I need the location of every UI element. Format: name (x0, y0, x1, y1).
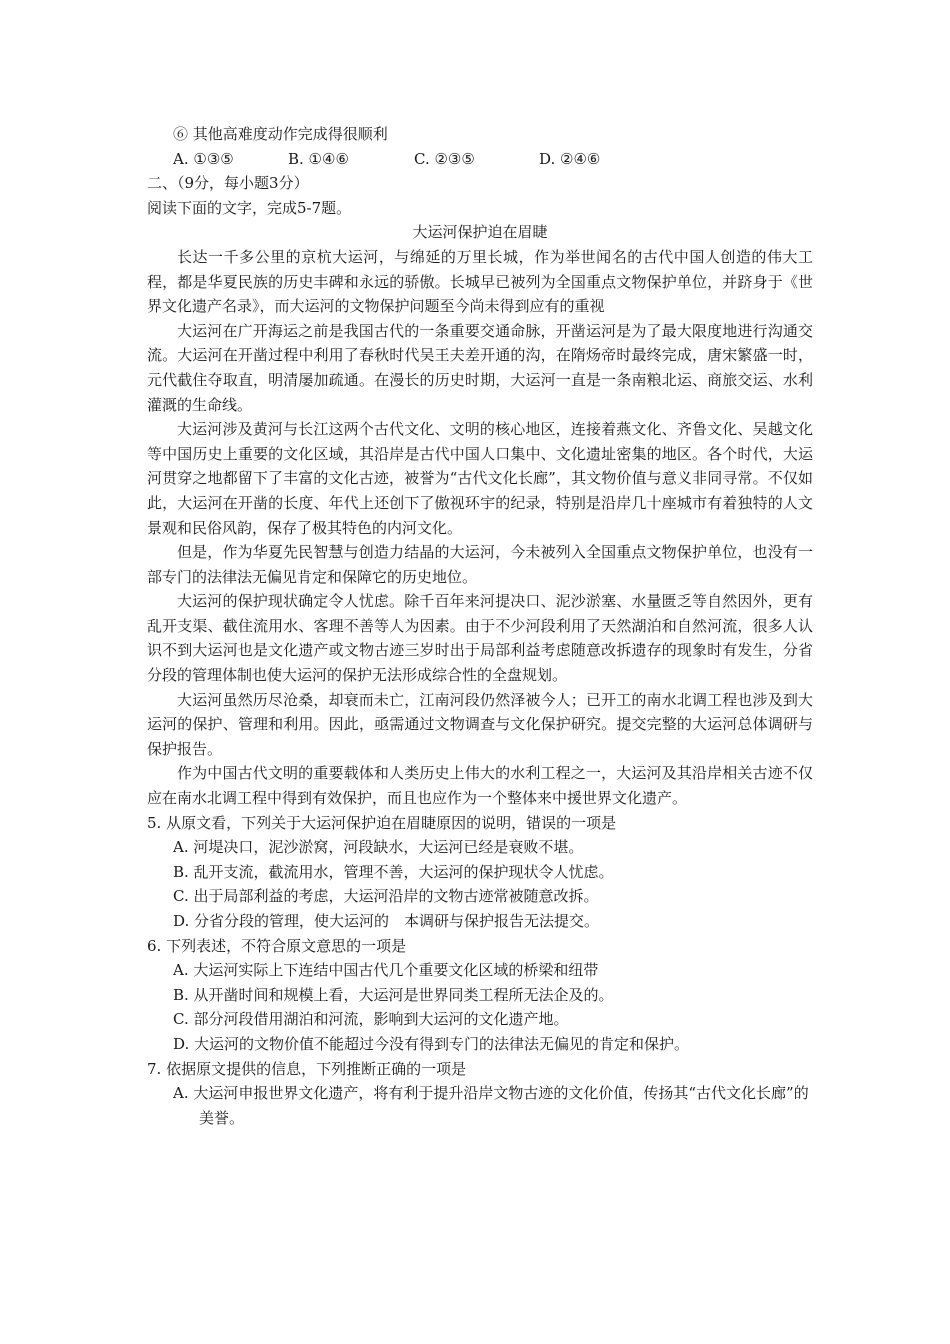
paragraph-1: 长达一千多公里的京杭大运河，与绵延的万里长城，作为举世闻名的古代中国人创造的伟大工程，都是华夏民族的历史丰碑和永远的骄傲。长城早已被列为全国重点文物保护单位，并跻身于《世界文化遗产名录》，而大运河的文物保护问题至今尚未得到应有的重视 (147, 247, 813, 316)
question-stem: 5. 从原文看，下列关于大运河保护迫在眉睫原因的说明，错误的一项是 (147, 813, 617, 832)
section-heading: 二、（9分，每小题3分） (147, 174, 309, 193)
choice-c: C. 出于局部利益的考虑，大运河沿岸的文物古迹常被随意改拆。 (173, 887, 599, 906)
document-page (147, 122, 813, 1130)
choice-b: B. 乱开支流，截流用水，管理不善，大运河的保护现状令人忧虑。 (173, 862, 614, 881)
choice-d: D. 大运河的文物价值不能超过今没有得到专门的法律法无偏见的肯定和保护。 (173, 1034, 690, 1053)
paragraph-4: 但是，作为华夏先民智慧与创造力结晶的大运河，今未被列入全国重点文物保护单位，也没有一部专门的法律法无偏见肯定和保障它的历史地位。 (147, 543, 813, 586)
question-5 (147, 811, 813, 934)
paragraph-6: 大运河虽然历尽沧桑，却衰而未亡，江南河段仍然泽被今人；已开工的南水北调工程也涉及到大运河的保护、管理和利用。因此，亟需通过文物调查与文化保护研究。提交完整的大运河总体调研与保护报告。 (147, 690, 813, 758)
choice-a: A. 大运河实际上下连结中国古代几个重要文化区域的桥梁和纽带 (173, 961, 599, 980)
instruction: 阅读下面的文字，完成5-7题。 (147, 198, 352, 217)
prev-item: ⑥ 其他高难度动作完成得很顺利 (173, 125, 388, 143)
question-7 (147, 1057, 813, 1131)
question-stem: 7. 依据原文提供的信息，下列推断正确的一项是 (147, 1059, 467, 1078)
paragraph-3: 大运河涉及黄河与长江这两个古代文化、文明的核心地区，连接着燕文化、齐鲁文化、吴越文化等中国历史上重要的文化区域，其沿岸是古代中国人口集中、文化遗址密集的地区。各个时代，大运河贯穿之地都留下了丰富的文化古迹，被誉为“古代文化长廊”，其文物价值与意义非同寻常。不仅如此，大运河在开凿的长度、年代上还创下了傲视环宇的纪录，特别是沿岸几十座城市有着独特的人文景观和民俗风韵，保存了极其特色的内河文化。 (147, 420, 813, 537)
choice-d: D. 分省分段的管理，使大运河的 本调研与保护报告无法提交。 (173, 912, 600, 930)
choice-b: B. 从开凿时间和规模上看，大运河是世界同类工程所无法企及的。 (173, 985, 614, 1004)
paragraph-7: 作为中国古代文明的重要载体和人类历史上伟大的水利工程之一，大运河及其沿岸相关古迹不仅应在南水北调工程中得到有效保护，而且也应作为一个整体来中援世界文化遗产。 (147, 764, 813, 808)
question-stem: 6. 下列表述，不符合原文意思的一项是 (147, 936, 407, 955)
choice-a: A. 大运河申报世界文化遗产，将有利于提升沿岸文物古迹的文化价值，传扬其“古代文化长廊”的美誉。 (173, 1084, 809, 1127)
prev-option-c: C. ②③⑤ (414, 149, 475, 168)
prev-option-a: A. ①③⑤ (173, 149, 234, 168)
question-6 (147, 934, 813, 1057)
choice-c: C. 部分河段借用湖泊和河流，影响到大运河的文化遗产地。 (173, 1010, 569, 1029)
prev-option-b: B. ①④⑥ (288, 149, 349, 168)
article-title: 大运河保护迫在眉睫 (412, 223, 548, 242)
choice-a: A. 河堤决口，泥沙淤窝，河段缺水，大运河已经是衰败不堪。 (173, 838, 584, 857)
paragraph-2: 大运河在广开海运之前是我国古代的一条重要交通命脉，开凿运河是为了最大限度地进行沟通交流。大运河在开凿过程中利用了春秋时代吴王夫差开通的沟，在隋炀帝时最终完成，唐宋繁盛一时，元代截住夺取直，明清屡加疏通。在漫长的历史时期，大运河一直是一条南粮北运、商旅交运、水利灌溉的生命线。 (147, 321, 813, 414)
prev-option-d: D. ②④⑥ (539, 149, 601, 168)
paragraph-5: 大运河的保护现状确定令人忧虑。除千百年来河提决口、泥沙淤塞、水量匮乏等自然因外，更有乱开支渠、截住流用水、客理不善等人为因素。由于不少河段利用了天然湖泊和自然河流，很多人认识不到大运河也是文化遗产或文物古迹三岁时出于局部利益考虑随意改拆遗存的现象时有发生，分省分段的管理体制也使大运河的保护无法形成综合性的全盘规划。 (147, 592, 813, 685)
prev-options (147, 147, 813, 172)
